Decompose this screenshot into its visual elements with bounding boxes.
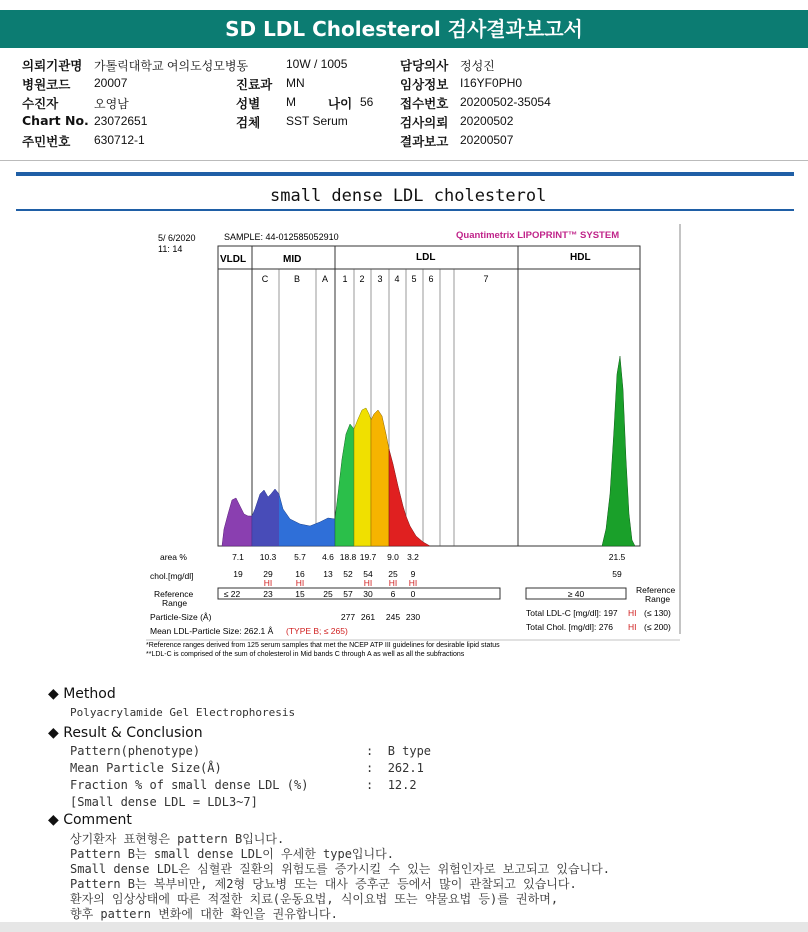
peak-ldl2 xyxy=(354,408,371,546)
chol-value: 13 xyxy=(323,569,333,579)
chol-value: 29 xyxy=(263,569,273,579)
row-label-ref: Reference xyxy=(154,589,194,599)
hdr-label: 검체 xyxy=(236,115,261,130)
ref-value: ≤ 22 xyxy=(223,589,241,599)
ref-hdl: ≥ 40 xyxy=(567,589,585,599)
hdr-value: 10W / 1005 xyxy=(286,57,348,71)
hdr-label: Chart No. xyxy=(22,113,89,128)
report-title: SD LDL Cholesterol 검사결과보고서 xyxy=(0,10,808,48)
ref-value: 25 xyxy=(323,589,333,599)
comment-heading: ◆ Comment xyxy=(48,812,132,828)
chol-value: 59 xyxy=(612,569,622,579)
chart-sample: SAMPLE: 44-012585052910 xyxy=(224,232,339,242)
ref-value: 15 xyxy=(295,589,305,599)
chol-value: 19 xyxy=(233,569,243,579)
particle-size: 277 xyxy=(340,612,356,622)
hdr-value: SST Serum xyxy=(286,114,348,128)
subband-label: 6 xyxy=(428,274,434,284)
area-value: 3.2 xyxy=(407,552,419,562)
band-label: MID xyxy=(283,254,302,265)
result-heading: ◆ Result & Conclusion xyxy=(48,725,203,741)
row-label-chol: chol.[mg/dl] xyxy=(150,571,194,581)
hdr-value: 23072651 xyxy=(94,114,148,128)
total-chol-ref: (≤ 200) xyxy=(644,622,671,632)
subband-label: 7 xyxy=(483,274,489,284)
hdr-label: 나이 xyxy=(328,96,353,111)
hdr-value: 오영남 xyxy=(94,97,129,111)
ref-hdl-label: Reference xyxy=(636,585,676,595)
hdr-label: 주민번호 xyxy=(22,134,71,149)
total-ldl-ref: (≤ 130) xyxy=(644,608,671,618)
result-value: : 12.2 xyxy=(366,778,417,792)
total-chol-hi: HI xyxy=(628,622,637,632)
chol-value: 25 xyxy=(388,569,398,579)
row-label-ref2: Range xyxy=(162,598,188,608)
hdr-label: 검사의뢰 xyxy=(400,115,449,130)
result-row: Pattern(phenotype) xyxy=(70,744,201,758)
area-value: 9.0 xyxy=(387,552,399,562)
comment-line: Pattern B는 복부비만, 제2형 당뇨병 또는 대사 증후군 등에서 많이 관찰되고 있습니다. xyxy=(70,877,577,891)
hdr-value: 56 xyxy=(360,95,374,109)
hi-flag: HI xyxy=(388,578,398,588)
ref-value: 6 xyxy=(390,589,396,599)
hdr-label: 담당의사 xyxy=(400,58,449,73)
hdr-label: 결과보고 xyxy=(400,134,449,149)
total-ldl-hi: HI xyxy=(628,608,637,618)
hdr-value: 20200502-35054 xyxy=(460,95,551,109)
particle-size: 261 xyxy=(360,612,376,622)
chart-brand: Quantimetrix LIPOPRINT™ SYSTEM xyxy=(456,230,620,241)
hdr-value: I16YF0PH0 xyxy=(460,76,523,90)
subband-label: A xyxy=(321,274,329,284)
footnote-2: **LDL-C is comprised of the sum of cholesterol in Mid bands C through A as well as all the subfractions xyxy=(146,651,465,658)
chol-value: 54 xyxy=(363,569,373,579)
area-value: 18.8 xyxy=(339,552,357,562)
ref-value: 57 xyxy=(343,589,353,599)
subband-label: B xyxy=(293,274,301,284)
comment-line: 향후 pattern 변화에 대한 확인을 권유합니다. xyxy=(70,907,338,921)
hdr-value: 20007 xyxy=(94,76,128,90)
band-label: HDL xyxy=(570,252,591,263)
total-ldl: Total LDL-C [mg/dl]: 197 xyxy=(526,608,618,618)
area-value: 7.1 xyxy=(232,552,244,562)
area-value: 5.7 xyxy=(294,552,306,562)
hdr-label: 수진자 xyxy=(22,96,59,111)
chart-time: 11: 14 xyxy=(158,244,183,254)
hdr-value: M xyxy=(286,95,296,109)
method-heading: ◆ Method xyxy=(48,686,116,702)
comment-line: 환자의 임상상태에 따른 적절한 치료(운동요법, 식이요법 또는 약물요법 등)를 권하며, xyxy=(70,892,559,906)
hi-flag: HI xyxy=(263,578,273,588)
hdr-value: 가톨릭대학교 여의도성모병동 xyxy=(94,59,249,73)
ref-value: 0 xyxy=(410,589,416,599)
subband-label: 4 xyxy=(394,274,400,284)
section-title: small dense LDL cholesterol xyxy=(270,186,547,206)
chart-date: 5/ 6/2020 xyxy=(158,233,196,243)
subband-label: C xyxy=(261,274,269,284)
mean-type: (TYPE B; ≤ 265) xyxy=(286,626,348,636)
hdr-value: 20200507 xyxy=(460,133,514,147)
row-label-area: area % xyxy=(160,552,187,562)
divider xyxy=(0,160,808,161)
hdr-value: 20200502 xyxy=(460,114,514,128)
subband-label: 5 xyxy=(411,274,417,284)
comment-line: 상기환자 표현형은 pattern B입니다. xyxy=(70,832,285,846)
chol-value: 52 xyxy=(343,569,353,579)
footnote-1: *Reference ranges derived from 125 serum samples that met the NCEP ATP III guidelines for desirable lipid status xyxy=(146,642,500,649)
area-value: 4.6 xyxy=(322,552,334,562)
result-value: : 262.1 xyxy=(366,761,424,775)
particle-size: 230 xyxy=(405,612,421,622)
result-note: [Small dense LDL = LDL3~7] xyxy=(70,795,258,809)
hdr-label: 진료과 xyxy=(236,77,273,92)
hi-flag: HI xyxy=(363,578,373,588)
comment-line: Pattern B는 small dense LDL이 우세한 type입니다. xyxy=(70,847,394,861)
hdr-label: 의뢰기관명 xyxy=(22,58,83,73)
lipoprint-chart xyxy=(140,224,685,664)
subband-label: 1 xyxy=(342,274,348,284)
section-rule-bottom xyxy=(16,209,794,211)
hdr-label: 성별 xyxy=(236,96,261,111)
ref-hdl-label2: Range xyxy=(645,594,671,604)
hdr-value: 630712-1 xyxy=(94,133,145,147)
subband-label: 2 xyxy=(359,274,365,284)
result-value: : B type xyxy=(366,744,432,758)
section-rule-top xyxy=(16,172,794,176)
hi-flag: HI xyxy=(295,578,305,588)
chol-value: 16 xyxy=(295,569,305,579)
hdr-value: 정성진 xyxy=(460,59,495,73)
chol-value: 9 xyxy=(410,569,416,579)
subband-label: 3 xyxy=(377,274,383,284)
hdr-label: 병원코드 xyxy=(22,77,71,92)
result-row: Mean Particle Size(Å) xyxy=(70,761,222,775)
method-text: Polyacrylamide Gel Electrophoresis xyxy=(70,706,296,719)
area-value: 10.3 xyxy=(259,552,277,562)
hdr-value: MN xyxy=(286,76,305,90)
band-label: VLDL xyxy=(220,254,247,265)
bottom-bar xyxy=(0,922,808,932)
hdr-label: 임상정보 xyxy=(400,77,449,92)
hi-flag: HI xyxy=(408,578,418,588)
row-label-particle: Particle-Size (Å) xyxy=(150,612,212,622)
result-row: Fraction % of small dense LDL (%) xyxy=(70,778,309,792)
total-chol: Total Chol. [mg/dl]: 276 xyxy=(526,622,613,632)
ref-value: 23 xyxy=(263,589,273,599)
area-value: 19.7 xyxy=(359,552,377,562)
comment-line: Small dense LDL은 심혈관 질환의 위험도를 증가시킬 수 있는 위험인자로 보고되고 있습니다. xyxy=(70,862,610,876)
ref-value: 30 xyxy=(363,589,373,599)
particle-size: 245 xyxy=(385,612,401,622)
hdr-label: 접수번호 xyxy=(400,96,449,111)
area-value: 21.5 xyxy=(608,552,626,562)
band-label: LDL xyxy=(416,252,436,263)
mean-particle: Mean LDL-Particle Size: 262.1 Å xyxy=(150,626,274,636)
